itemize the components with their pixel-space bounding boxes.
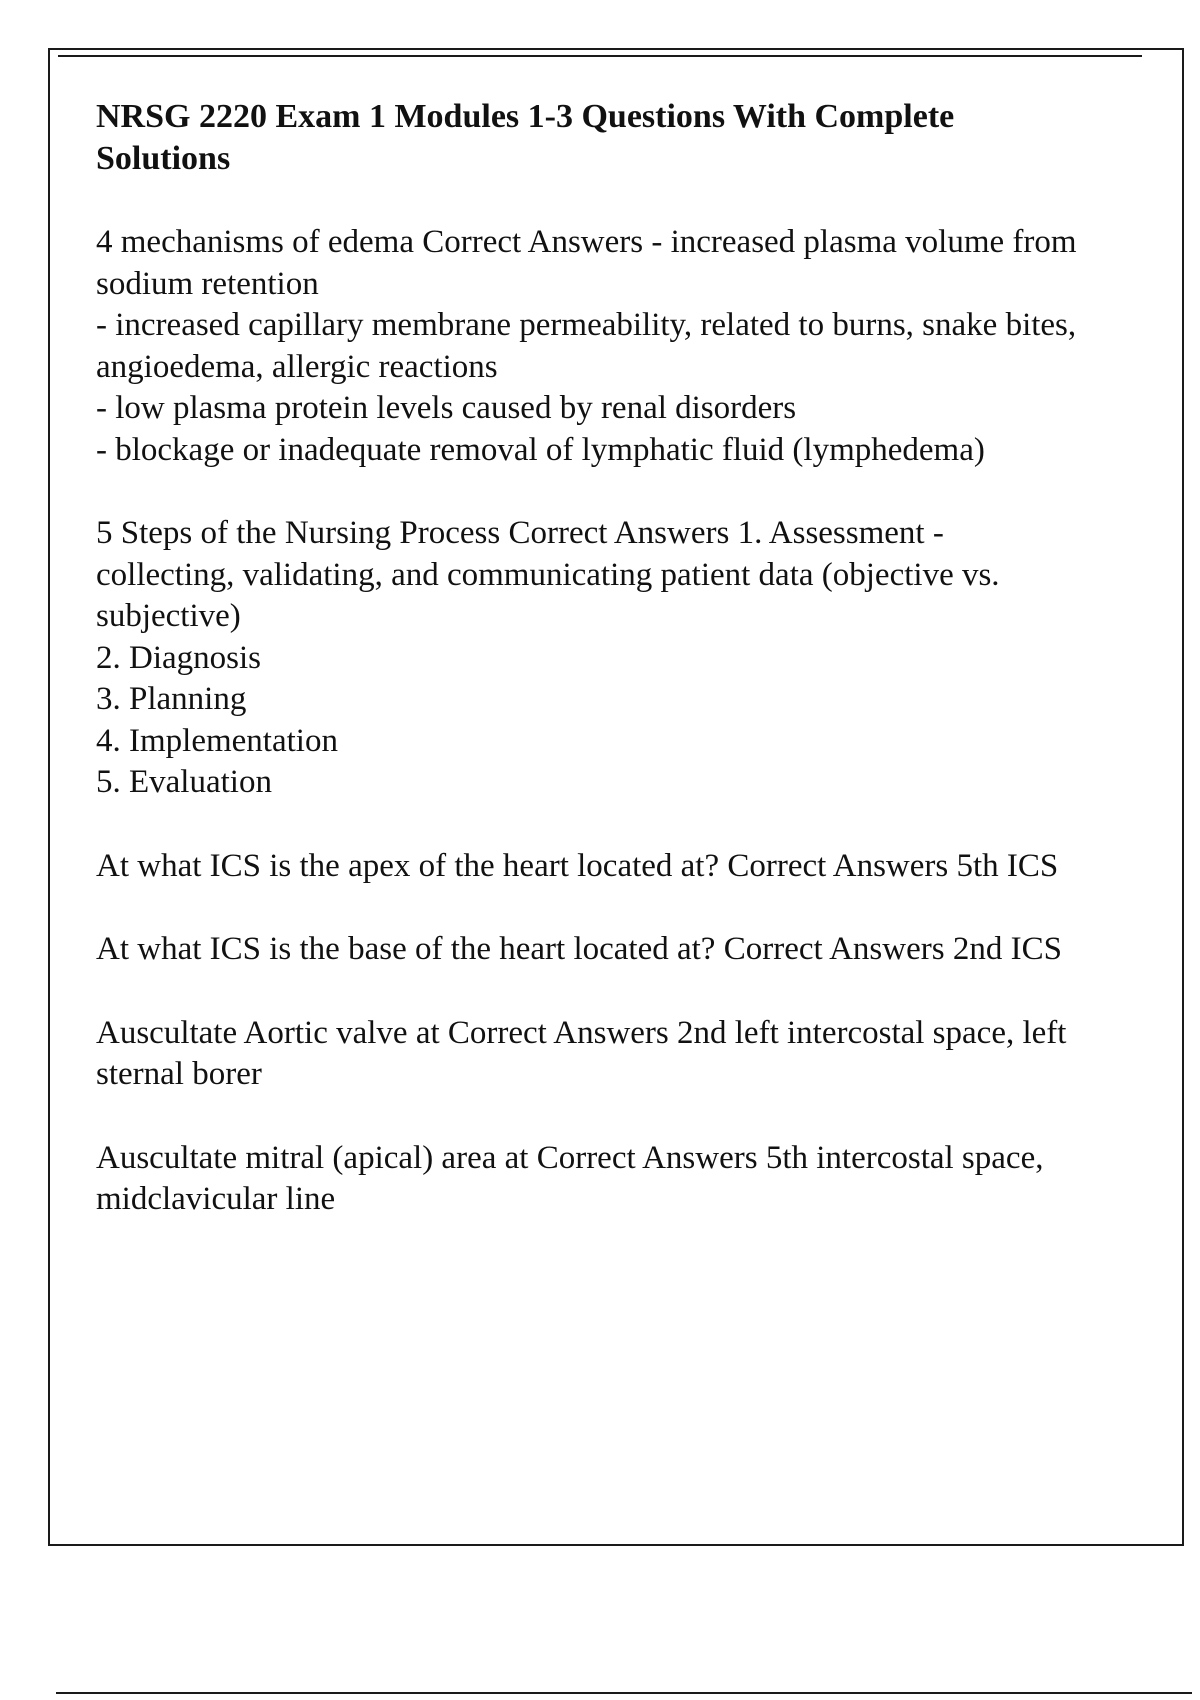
answer-text: 1. Assessment - collecting, validating, and communicating patient data (objective vs. subjective) 2. Diagnosis 3. Planning 4. Implementation 5. Evaluation: [96, 515, 1000, 800]
answer-marker: Correct Answers: [536, 1139, 758, 1176]
question-text: Auscultate mitral (apical) area at: [96, 1139, 529, 1176]
question-text: At what ICS is the base of the heart located at?: [96, 931, 716, 967]
document-title: NRSG 2220 Exam 1 Modules 1-3 Questions With Complete Solutions: [96, 98, 955, 177]
qa-item-heart-base: [96, 929, 1086, 971]
question-text: 4 mechanisms of edema: [96, 224, 414, 260]
answer-text: 2nd ICS: [952, 931, 1062, 967]
question-text: 5 Steps of the Nursing Process: [96, 515, 501, 551]
qa-item-nursing-process: [96, 513, 1086, 804]
qa-item-heart-apex: [96, 846, 1086, 888]
question-text: At what ICS is the apex of the heart located at?: [96, 847, 720, 884]
answer-marker: Correct Answers: [508, 515, 730, 551]
header-rule: [58, 55, 1142, 57]
answer-text: 2nd left intercostal space, left sternal borer: [96, 1014, 1075, 1092]
qa-item-aortic-valve: [96, 1013, 1086, 1096]
footer-rule: [56, 1692, 1192, 1694]
answer-marker: Correct Answers: [723, 931, 945, 967]
answer-text: 5th intercostal space, midclavicular line: [96, 1139, 1052, 1217]
answer-marker: Correct Answers: [727, 847, 949, 884]
answer-marker: Correct Answers: [422, 224, 644, 260]
question-text: Auscultate Aortic valve at: [96, 1014, 440, 1051]
qa-item-edema: [96, 222, 1086, 471]
answer-text: 5th ICS: [956, 847, 1059, 884]
document-content: [96, 96, 1086, 1263]
answer-text: - increased plasma volume from sodium retention - increased capillary membrane permeability, related to burns, snake bites, angioedema, allergic reactions - low plasma protein levels caused by renal disorders - blockage or inadequate removal of lymphatic fluid (lymphedema): [96, 224, 1077, 468]
qa-item-mitral-area: [96, 1138, 1086, 1221]
answer-marker: Correct Answers: [447, 1014, 669, 1051]
